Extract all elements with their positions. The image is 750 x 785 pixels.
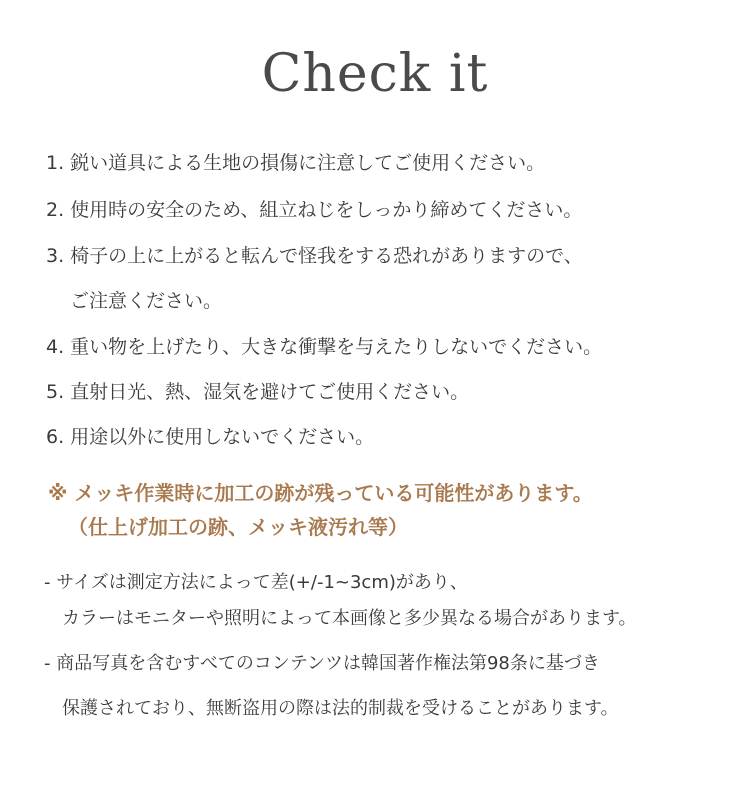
caution-item-6: 6. 用途以外に使用しないでください。 xyxy=(46,426,375,448)
caution-item-2: 2. 使用時の安全のため、組立ねじをしっかり締めてください。 xyxy=(46,199,583,221)
color-note: カラーはモニターや照明によって本画像と多少異なる場合があります。 xyxy=(62,608,637,629)
plating-notice: ※ メッキ作業時に加工の跡が残っている可能性があります。 xyxy=(48,481,593,505)
copyright-note-continued: 保護されており、無断盗用の際は法的制裁を受けることがあります。 xyxy=(62,698,619,719)
caution-item-3: 3. 椅子の上に上がると転んで怪我をする恐れがありますので、 xyxy=(46,245,583,267)
caution-item-4: 4. 重い物を上げたり、大きな衝撃を与えたりしないでください。 xyxy=(46,336,603,358)
plating-notice-detail: （仕上げ加工の跡、メッキ液汚れ等） xyxy=(68,515,408,539)
page-title: Check it xyxy=(261,44,489,104)
caution-item-1: 1. 鋭い道具による生地の損傷に注意してご使用ください。 xyxy=(46,152,546,174)
size-note: - サイズは測定方法によって差(+/-1~3cm)があり、 xyxy=(44,572,468,593)
caution-item-5: 5. 直射日光、熱、湿気を避けてご使用ください。 xyxy=(46,381,470,403)
caution-item-3-continued: ご注意ください。 xyxy=(70,290,223,312)
copyright-note: - 商品写真を含むすべてのコンテンツは韓国著作権法第98条に基づき xyxy=(44,653,600,674)
